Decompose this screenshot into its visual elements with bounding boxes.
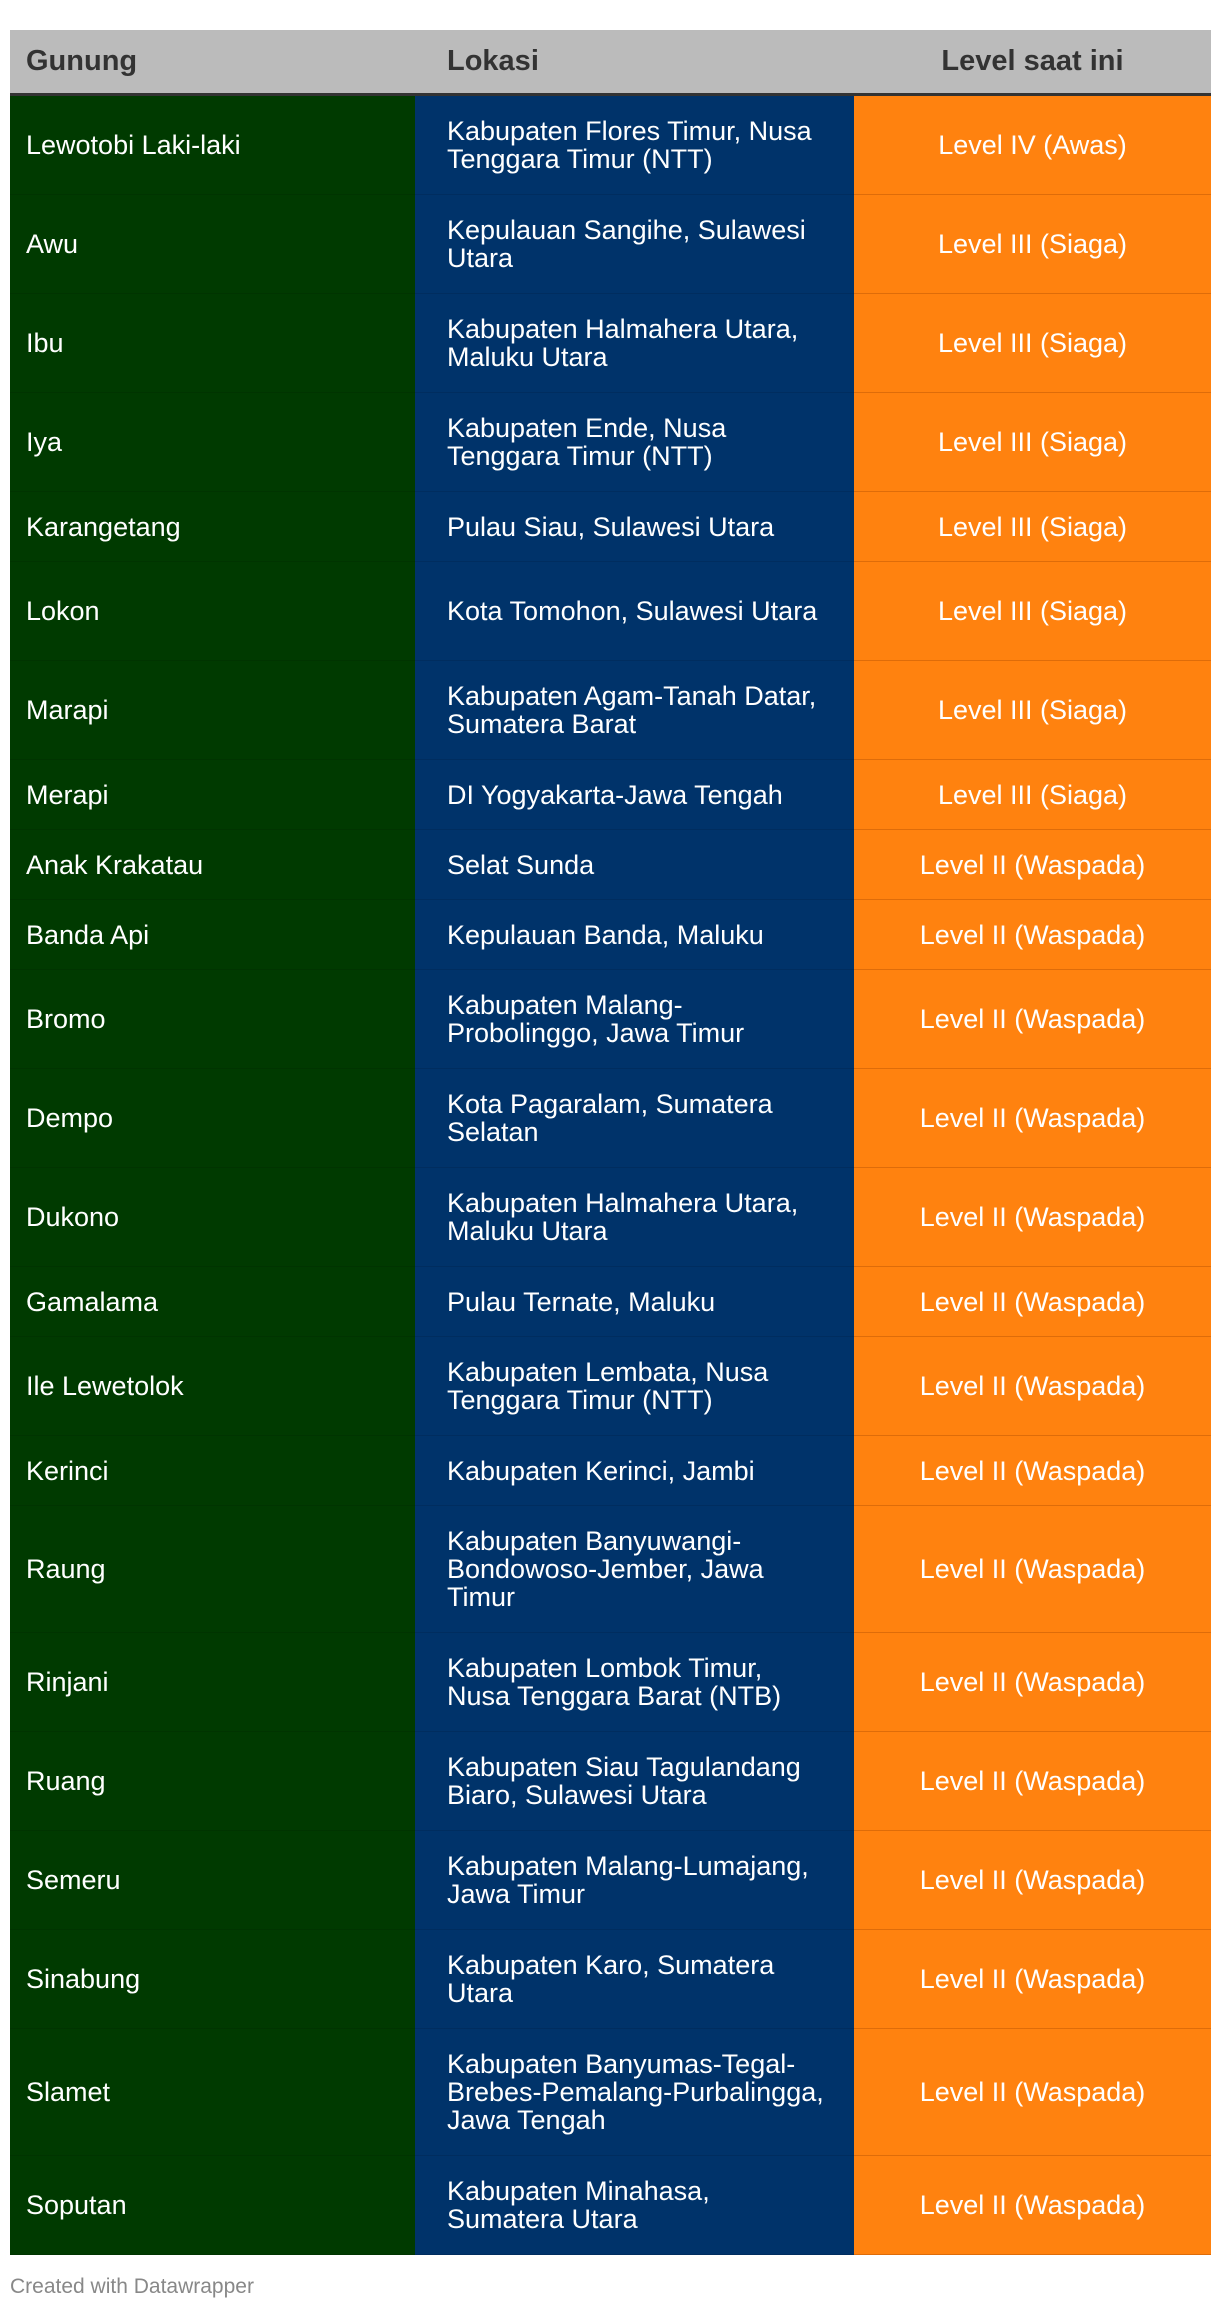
header-gunung[interactable]: Gunung	[10, 30, 415, 95]
table-row	[10, 830, 1211, 900]
table-row	[10, 661, 1211, 760]
cell-level: Level IV (Awas)	[854, 95, 1211, 195]
table-row	[10, 1732, 1211, 1831]
cell-level: Level II (Waspada)	[854, 1267, 1211, 1337]
table-row	[10, 1506, 1211, 1633]
cell-level: Level II (Waspada)	[854, 2029, 1211, 2156]
cell-level: Level III (Siaga)	[854, 393, 1211, 492]
cell-level: Level II (Waspada)	[854, 1168, 1211, 1267]
cell-level: Level III (Siaga)	[854, 492, 1211, 562]
cell-gunung: Kerinci	[10, 1436, 415, 1506]
cell-gunung: Ruang	[10, 1732, 415, 1831]
table-row	[10, 1069, 1211, 1168]
cell-lokasi: Kabupaten Banyuwangi-Bondowoso-Jember, Jawa Timur	[415, 1506, 854, 1633]
cell-level: Level II (Waspada)	[854, 1506, 1211, 1633]
table-row	[10, 900, 1211, 970]
cell-level: Level II (Waspada)	[854, 1337, 1211, 1436]
table-header	[10, 30, 1211, 95]
cell-lokasi: Kabupaten Flores Timur, Nusa Tenggara Timur (NTT)	[415, 95, 854, 195]
table-row	[10, 1831, 1211, 1930]
cell-lokasi: Kota Tomohon, Sulawesi Utara	[415, 562, 854, 661]
cell-lokasi: Kabupaten Siau Tagulandang Biaro, Sulawesi Utara	[415, 1732, 854, 1831]
volcano-status-table-container	[10, 30, 1211, 2255]
cell-lokasi: Kabupaten Banyumas-Tegal-Brebes-Pemalang-Purbalingga, Jawa Tengah	[415, 2029, 854, 2156]
cell-lokasi: Kabupaten Malang-Lumajang, Jawa Timur	[415, 1831, 854, 1930]
cell-gunung: Lokon	[10, 562, 415, 661]
table-row	[10, 1633, 1211, 1732]
cell-level: Level II (Waspada)	[854, 1633, 1211, 1732]
table-row	[10, 2029, 1211, 2156]
cell-level: Level II (Waspada)	[854, 1069, 1211, 1168]
cell-lokasi: DI Yogyakarta-Jawa Tengah	[415, 760, 854, 830]
header-row	[10, 30, 1211, 95]
cell-gunung: Lewotobi Laki-laki	[10, 95, 415, 195]
cell-gunung: Dukono	[10, 1168, 415, 1267]
cell-lokasi: Kota Pagaralam, Sumatera Selatan	[415, 1069, 854, 1168]
cell-lokasi: Selat Sunda	[415, 830, 854, 900]
cell-lokasi: Kepulauan Sangihe, Sulawesi Utara	[415, 195, 854, 294]
cell-level: Level II (Waspada)	[854, 1930, 1211, 2029]
cell-lokasi: Kabupaten Lembata, Nusa Tenggara Timur (NTT)	[415, 1337, 854, 1436]
cell-level: Level II (Waspada)	[854, 1831, 1211, 1930]
cell-gunung: Karangetang	[10, 492, 415, 562]
cell-level: Level II (Waspada)	[854, 970, 1211, 1069]
cell-lokasi: Kabupaten Halmahera Utara, Maluku Utara	[415, 294, 854, 393]
cell-level: Level II (Waspada)	[854, 1436, 1211, 1506]
cell-gunung: Awu	[10, 195, 415, 294]
cell-gunung: Slamet	[10, 2029, 415, 2156]
cell-level: Level II (Waspada)	[854, 830, 1211, 900]
table-row	[10, 393, 1211, 492]
cell-gunung: Merapi	[10, 760, 415, 830]
cell-level: Level III (Siaga)	[854, 195, 1211, 294]
table-row	[10, 1267, 1211, 1337]
cell-level: Level II (Waspada)	[854, 2156, 1211, 2255]
datawrapper-credit: Created with Datawrapper	[10, 2275, 254, 2298]
cell-lokasi: Kepulauan Banda, Maluku	[415, 900, 854, 970]
cell-level: Level III (Siaga)	[854, 294, 1211, 393]
header-level[interactable]: Level saat ini	[854, 30, 1211, 95]
cell-lokasi: Pulau Ternate, Maluku	[415, 1267, 854, 1337]
cell-gunung: Rinjani	[10, 1633, 415, 1732]
table-row	[10, 562, 1211, 661]
cell-lokasi: Kabupaten Minahasa, Sumatera Utara	[415, 2156, 854, 2255]
cell-level: Level II (Waspada)	[854, 1732, 1211, 1831]
cell-lokasi: Pulau Siau, Sulawesi Utara	[415, 492, 854, 562]
cell-lokasi: Kabupaten Agam-Tanah Datar, Sumatera Barat	[415, 661, 854, 760]
cell-lokasi: Kabupaten Kerinci, Jambi	[415, 1436, 854, 1506]
cell-gunung: Soputan	[10, 2156, 415, 2255]
cell-gunung: Semeru	[10, 1831, 415, 1930]
volcano-status-table	[10, 30, 1211, 2255]
cell-gunung: Ile Lewetolok	[10, 1337, 415, 1436]
table-row	[10, 294, 1211, 393]
cell-level: Level III (Siaga)	[854, 760, 1211, 830]
table-row	[10, 1168, 1211, 1267]
table-row	[10, 492, 1211, 562]
cell-gunung: Banda Api	[10, 900, 415, 970]
cell-lokasi: Kabupaten Ende, Nusa Tenggara Timur (NTT)	[415, 393, 854, 492]
table-row	[10, 95, 1211, 195]
header-lokasi[interactable]: Lokasi	[415, 30, 854, 95]
table-row	[10, 195, 1211, 294]
table-row	[10, 760, 1211, 830]
cell-gunung: Bromo	[10, 970, 415, 1069]
cell-gunung: Dempo	[10, 1069, 415, 1168]
cell-gunung: Anak Krakatau	[10, 830, 415, 900]
cell-level: Level III (Siaga)	[854, 661, 1211, 760]
cell-gunung: Gamalama	[10, 1267, 415, 1337]
table-row	[10, 2156, 1211, 2255]
cell-lokasi: Kabupaten Lombok Timur, Nusa Tenggara Barat (NTB)	[415, 1633, 854, 1732]
cell-lokasi: Kabupaten Karo, Sumatera Utara	[415, 1930, 854, 2029]
cell-lokasi: Kabupaten Halmahera Utara, Maluku Utara	[415, 1168, 854, 1267]
cell-level: Level III (Siaga)	[854, 562, 1211, 661]
cell-gunung: Iya	[10, 393, 415, 492]
table-row	[10, 1930, 1211, 2029]
table-row	[10, 1337, 1211, 1436]
table-row	[10, 1436, 1211, 1506]
cell-gunung: Ibu	[10, 294, 415, 393]
cell-level: Level II (Waspada)	[854, 900, 1211, 970]
table-row	[10, 970, 1211, 1069]
table-body	[10, 95, 1211, 2255]
cell-gunung: Sinabung	[10, 1930, 415, 2029]
cell-gunung: Raung	[10, 1506, 415, 1633]
cell-lokasi: Kabupaten Malang-Probolinggo, Jawa Timur	[415, 970, 854, 1069]
cell-gunung: Marapi	[10, 661, 415, 760]
